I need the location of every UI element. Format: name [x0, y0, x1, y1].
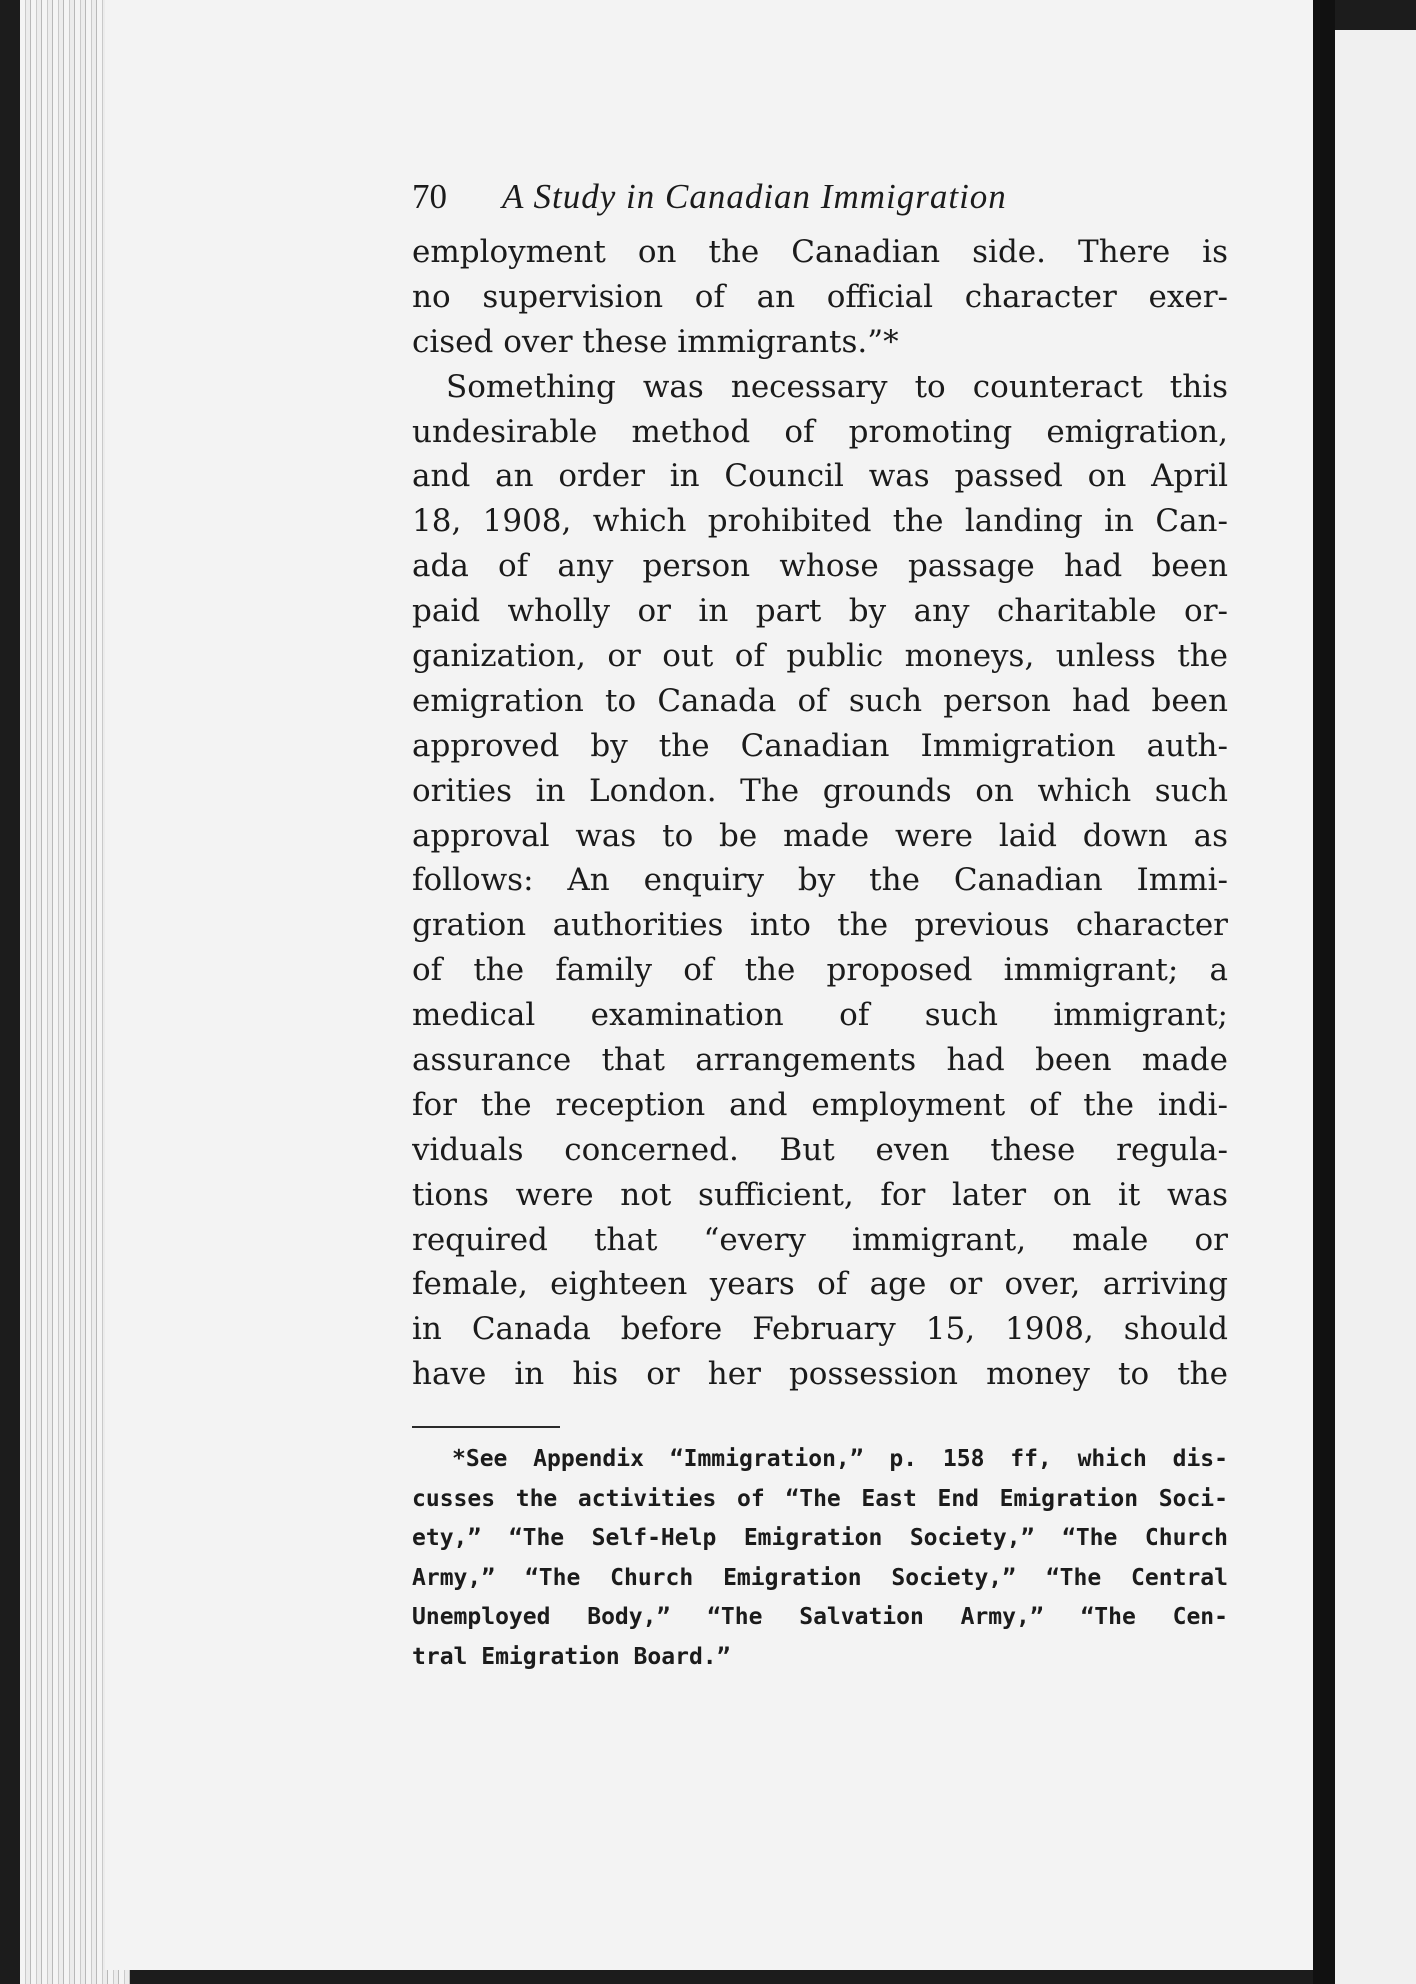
running-head [412, 172, 1228, 222]
running-title: A Study in Canadian Immigration [502, 177, 1007, 216]
footnote-rule [412, 1426, 560, 1428]
footnote-line: *See Appendix “Immigration,” p. 158 ff, which dis- [452, 1446, 1228, 1473]
body-line: follows: An enquiry by the Canadian Immi- [412, 862, 1228, 899]
body-line: 18, 1908, which prohibited the landing in Can- [412, 503, 1228, 540]
body-line: undesirable method of promoting emigration, [412, 413, 1228, 450]
body-line: for the reception and employment of the indi- [412, 1086, 1228, 1123]
body-line: gration authorities into the previous character [412, 907, 1228, 944]
body-line: no supervision of an official character exer- [412, 278, 1228, 315]
body-line: medical examination of such immigrant; [412, 997, 1228, 1034]
footnote [412, 1440, 1228, 1677]
footnote-line: Unemployed Body,” “The Salvation Army,” “The Cen- [412, 1604, 1228, 1631]
footnote-line: Army,” “The Church Emigration Society,” “The Central [412, 1564, 1228, 1591]
body-line: assurance that arrangements had been made [412, 1042, 1228, 1079]
page-text-block [412, 172, 1228, 1677]
footnote-line: ety,” “The Self-Help Emigration Society,” “The Church [412, 1525, 1228, 1552]
body-line: ada of any person whose passage had been [412, 548, 1228, 585]
facing-page-edge [1335, 30, 1416, 1984]
body-line: required that “every immigrant, male or [412, 1221, 1228, 1258]
body-line: orities in London. The grounds on which such [412, 772, 1228, 809]
body-line: approval was to be made were laid down as [412, 817, 1228, 854]
body-line: paid wholly or in part by any charitable or- [412, 593, 1228, 630]
body-line: cised over these immigrants.”* [412, 323, 899, 360]
body-line: and an order in Council was passed on April [412, 458, 1228, 495]
book-gutter [1313, 0, 1335, 1984]
body-line: tions were not sufficient, for later on it was [412, 1176, 1228, 1213]
body-line: emigration to Canada of such person had been [412, 682, 1228, 719]
body-line: employment on the Canadian side. There is [412, 234, 1228, 270]
body-line: of the family of the proposed immigrant; a [412, 952, 1228, 989]
footnote-line: tral Emigration Board.” [412, 1643, 731, 1670]
body-text [412, 230, 1228, 1397]
body-line: have in his or her possession money to the [412, 1356, 1228, 1393]
body-line: ganization, or out of public moneys, unless the [412, 638, 1228, 675]
body-line: approved by the Canadian Immigration auth- [412, 727, 1228, 764]
body-line: viduals concerned. But even these regula- [412, 1131, 1228, 1168]
body-line: female, eighteen years of age or over, arriving [412, 1266, 1228, 1303]
footnote-line: cusses the activities of “The East End Emigration Soci- [412, 1485, 1228, 1512]
page-number: 70 [412, 177, 447, 216]
body-line: in Canada before February 15, 1908, should [412, 1311, 1228, 1348]
body-line: Something was necessary to counteract this [446, 368, 1228, 405]
